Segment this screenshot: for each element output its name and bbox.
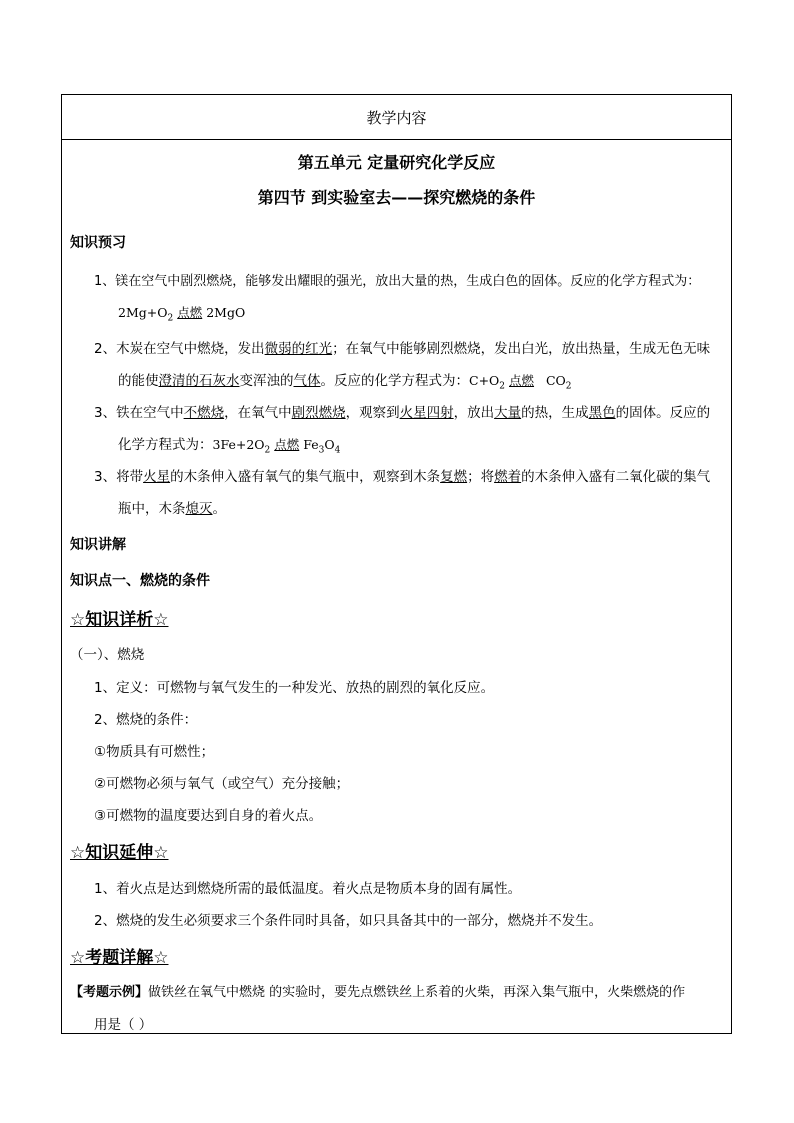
preview-item-3-cont: 化学方程式为：$3Fe+2O_2$ 点燃 $Fe_3O_4$ xyxy=(118,437,341,456)
analysis-conditions: 2、燃烧的条件： xyxy=(94,712,198,728)
preview-heading: 知识预习 xyxy=(70,235,126,251)
analysis-definition: 1、定义：可燃物与氧气发生的一种发光、放热的剧烈的氧化反应。 xyxy=(94,680,495,696)
equation-fe: $3Fe+2O_2$ 点燃 $Fe_3O_4$ xyxy=(212,437,341,456)
equation-mg: $2Mg+O_2$ 点燃 2MgO xyxy=(118,305,246,324)
preview-item-2: 2、木炭在空气中燃烧，发出微弱的红光；在氧气中能够剧烈燃烧，发出白光，放出热量，生成无色无味 xyxy=(94,341,711,357)
analysis-title: ☆知识详析☆ xyxy=(70,610,169,630)
preview-item-1: 1、镁在空气中剧烈燃烧，能够发出耀眼的强光，放出大量的热，生成白色的固体。反应的化学方程式为： xyxy=(94,274,701,289)
table-header xyxy=(62,95,731,140)
lesson-table xyxy=(61,94,732,1034)
extension-title: ☆知识延伸☆ xyxy=(70,843,169,863)
exam-title: ☆考题详解☆ xyxy=(70,948,169,968)
equation-c: $C+O_2$ 点燃 $CO_2$ xyxy=(469,373,572,392)
preview-item-2-cont: 的能使澄清的石灰水变浑浊的气体。反应的化学方程式为：$C+O_2$ 点燃 $CO_2$ xyxy=(118,373,572,392)
preview-item-4-cont: 瓶中，木条熄灭。 xyxy=(118,501,226,517)
condition-1: ①物质具有可燃性； xyxy=(94,744,215,760)
extension-1: 1、着火点是达到燃烧所需的最低温度。着火点是物质本身的固有属性。 xyxy=(94,881,522,897)
exam-question: 【考题示例】做铁丝在氧气中燃烧 的实验时，要先点燃铁丝上系着的火柴，再深入集气瓶中，火柴燃烧的作 xyxy=(70,985,686,1000)
condition-3: ③可燃物的温度要达到自身的着火点。 xyxy=(94,808,323,824)
unit-title: 第五单元 定量研究化学反应 xyxy=(297,153,496,172)
exam-question-cont: 用是（ ） xyxy=(94,1017,153,1033)
preview-item-4: 3、将带火星的木条伸入盛有氧气的集气瓶中，观察到木条复燃；将燃着的木条伸入盛有二氧化碳的集气 xyxy=(94,469,711,485)
exam-label: 【考题示例】 xyxy=(70,985,149,1000)
analysis-subheading: （一）、燃烧 xyxy=(70,647,145,663)
preview-item-3: 3、铁在空气中不燃烧，在氧气中剧烈燃烧，观察到火星四射，放出大量的热，生成黑色的固体。反应的 xyxy=(94,405,711,421)
point1-heading: 知识点一、燃烧的条件 xyxy=(70,573,210,589)
extension-2: 2、燃烧的发生必须要求三个条件同时具备，如只具备其中的一部分，燃烧并不发生。 xyxy=(94,913,603,929)
explain-heading: 知识讲解 xyxy=(70,537,126,553)
header-title: 教学内容 xyxy=(366,108,427,127)
condition-2: ②可燃物必须与氧气（或空气）充分接触； xyxy=(94,776,350,792)
section-title: 第四节 到实验室去——探究燃烧的条件 xyxy=(257,188,536,207)
